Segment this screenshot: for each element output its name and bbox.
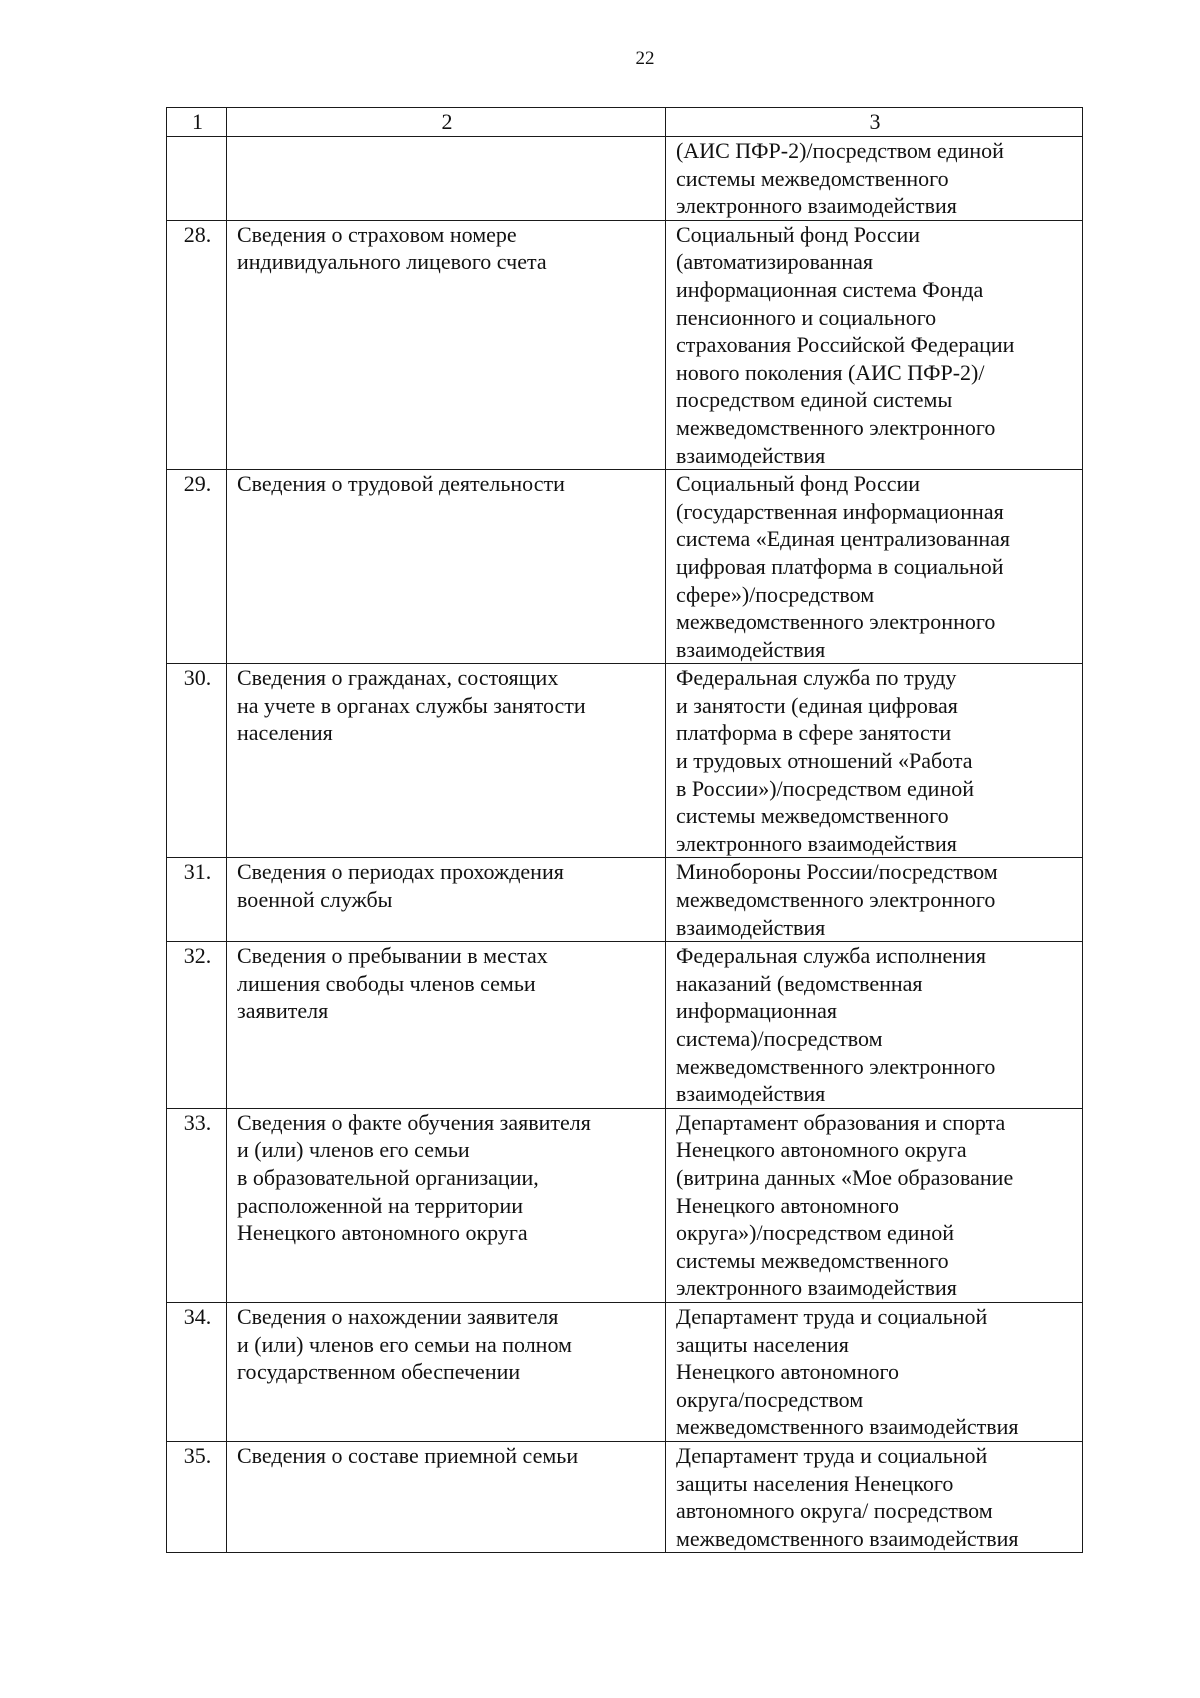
table-row — [167, 858, 1083, 942]
row-number: 34. — [167, 1302, 227, 1441]
info-cell: Сведения о страховом номере индивидуального лицевого счета — [227, 220, 666, 469]
info-cell — [227, 137, 666, 221]
header-cell-2: 2 — [227, 108, 666, 137]
source-cell: Минобороны России/посредством межведомственного электронного взаимодействия — [666, 858, 1083, 942]
source-cell: Федеральная служба исполнения наказаний (ведомственная информационная система)/посредством межведомственного электронного взаимодействия — [666, 942, 1083, 1109]
source-cell: (АИС ПФР-2)/посредством единой системы межведомственного электронного взаимодействия — [666, 137, 1083, 221]
source-cell: Социальный фонд России (автоматизированная информационная система Фонда пенсионного и социального страхования Российской Федерации нового поколения (АИС ПФР-2)/ посредством единой системы межведомственного электронного взаимодействия — [666, 220, 1083, 469]
table-row — [167, 942, 1083, 1109]
source-cell: Департамент труда и социальной защиты населения Ненецкого автономного округа/ посредством межведомственного взаимодействия — [666, 1441, 1083, 1552]
table-header-row — [167, 108, 1083, 137]
source-cell: Департамент образования и спорта Ненецкого автономного округа (витрина данных «Мое образование Ненецкого автономного округа»)/посредством единой системы межведомственного электронного взаимодействия — [666, 1108, 1083, 1302]
info-cell: Сведения о пребывании в местах лишения свободы членов семьи заявителя — [227, 942, 666, 1109]
info-cell: Сведения о гражданах, состоящих на учете в органах службы занятости населения — [227, 664, 666, 858]
source-cell: Социальный фонд России (государственная информационная система «Единая централизованная цифровая платформа в социальной сфере»)/посредством межведомственного электронного взаимодействия — [666, 470, 1083, 664]
row-number — [167, 137, 227, 221]
table-row — [167, 1441, 1083, 1552]
row-number: 31. — [167, 858, 227, 942]
document-table — [166, 107, 1083, 1553]
info-cell: Сведения о нахождении заявителя и (или) членов его семьи на полном государственном обеспечении — [227, 1302, 666, 1441]
source-cell: Департамент труда и социальной защиты населения Ненецкого автономного округа/посредством межведомственного взаимодействия — [666, 1302, 1083, 1441]
source-cell: Федеральная служба по труду и занятости (единая цифровая платформа в сфере занятости и трудовых отношений «Работа в России»)/посредством единой системы межведомственного электронного взаимодействия — [666, 664, 1083, 858]
header-cell-3: 3 — [666, 108, 1083, 137]
row-number: 32. — [167, 942, 227, 1109]
row-number: 29. — [167, 470, 227, 664]
info-cell: Сведения о периодах прохождения военной службы — [227, 858, 666, 942]
row-number: 28. — [167, 220, 227, 469]
table-row — [167, 220, 1083, 469]
table-row — [167, 470, 1083, 664]
info-cell: Сведения о факте обучения заявителя и (или) членов его семьи в образовательной организации, расположенной на территории Ненецкого автономного округа — [227, 1108, 666, 1302]
row-number: 30. — [167, 664, 227, 858]
row-number: 33. — [167, 1108, 227, 1302]
table-row — [167, 1302, 1083, 1441]
page-number: 22 — [635, 48, 655, 69]
table-row — [167, 1108, 1083, 1302]
table-row — [167, 664, 1083, 858]
header-cell-1: 1 — [167, 108, 227, 137]
info-cell: Сведения о трудовой деятельности — [227, 470, 666, 664]
table-row — [167, 137, 1083, 221]
info-cell: Сведения о составе приемной семьи — [227, 1441, 666, 1552]
row-number: 35. — [167, 1441, 227, 1552]
